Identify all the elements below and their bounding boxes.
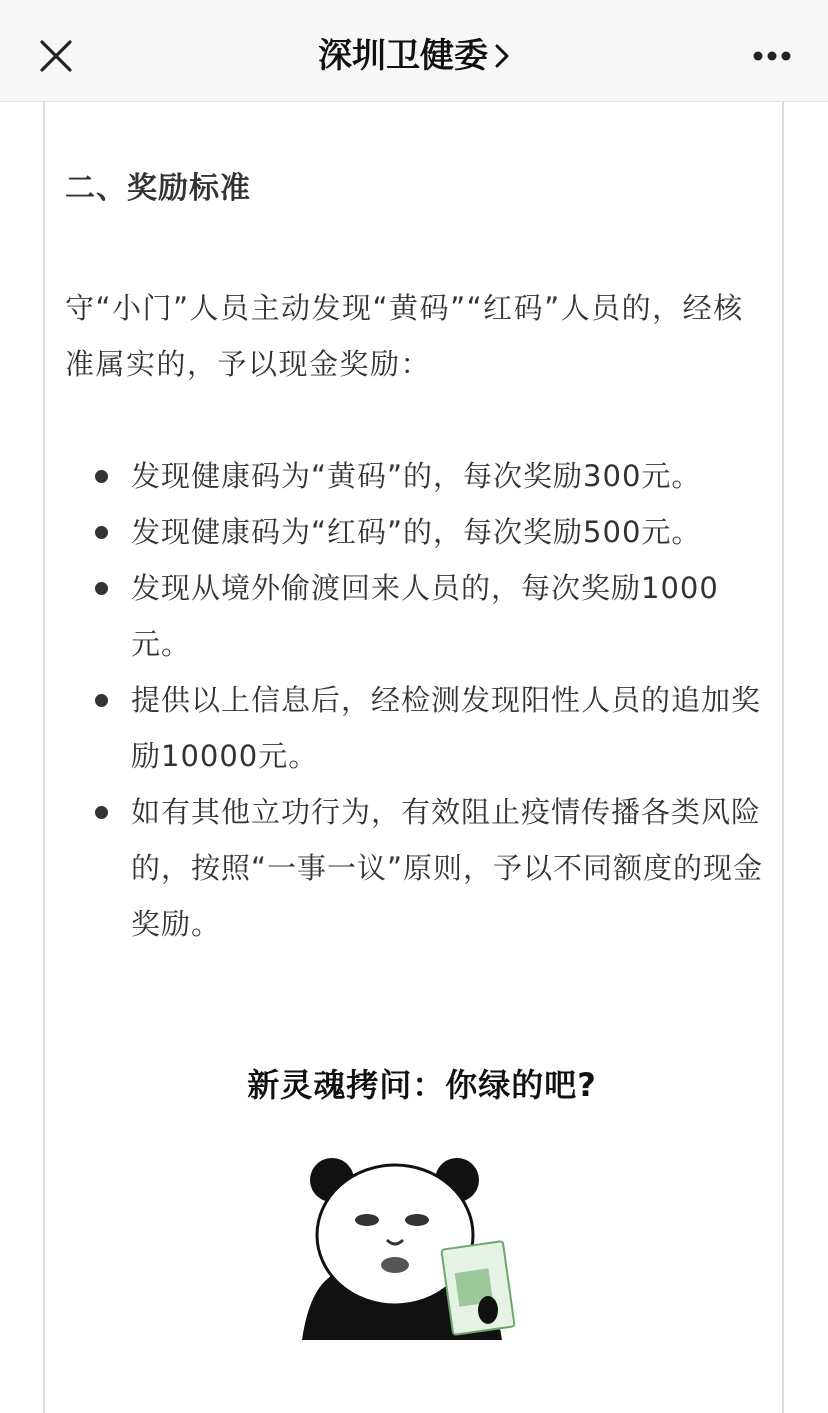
- more-icon[interactable]: [748, 44, 796, 68]
- meme-image[interactable]: [232, 1050, 612, 1380]
- account-name: 深圳卫健委: [318, 36, 488, 76]
- bullet-icon: [95, 582, 108, 595]
- intro-paragraph: 守“小门”人员主动发现“黄码”“红码”人员的，经核准属实的，予以现金奖励：: [65, 291, 744, 381]
- list-item-text: 如有其他立功行为，有效阻止疫情传播各类风险的，按照“一事一议”原则，予以不同额度的现金奖励。: [131, 795, 764, 941]
- list-item-text: 提供以上信息后，经检测发现阳性人员的追加奖励10000元。: [131, 683, 762, 773]
- list-item: [65, 672, 775, 784]
- reward-list: [65, 448, 775, 952]
- chevron-right-icon: [494, 32, 510, 84]
- bullet-icon: [95, 806, 108, 819]
- section-heading: 二、奖励标准: [65, 171, 251, 206]
- panda-meme-icon: [292, 1140, 532, 1340]
- list-item: [65, 448, 775, 504]
- bullet-icon: [95, 470, 108, 483]
- list-item-text: 发现健康码为“红码”的，每次奖励500元。: [131, 515, 702, 549]
- list-item-text: 发现健康码为“黄码”的，每次奖励300元。: [131, 459, 702, 493]
- meme-caption: 新灵魂拷问：你绿的吧?: [247, 1066, 597, 1104]
- list-item: [65, 504, 775, 560]
- account-title-link[interactable]: [0, 30, 828, 84]
- bullet-icon: [95, 694, 108, 707]
- list-item: [65, 784, 775, 952]
- list-item-text: 发现从境外偷渡回来人员的，每次奖励1000元。: [131, 571, 719, 661]
- bullet-icon: [95, 526, 108, 539]
- top-navigation-bar: [0, 0, 828, 102]
- list-item: [65, 560, 775, 672]
